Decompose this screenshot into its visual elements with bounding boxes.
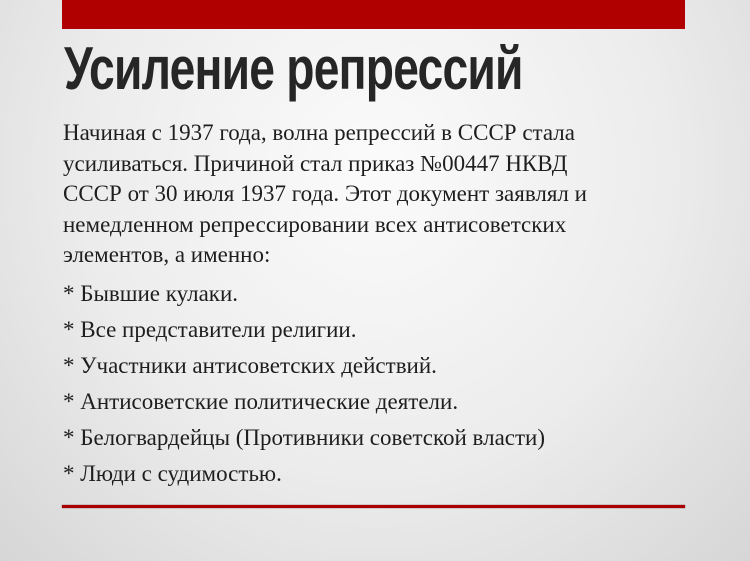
paragraph-line: СССР от 30 июля 1937 года. Этот документ заявлял и	[63, 181, 587, 206]
paragraph-line: элементов, а именно:	[63, 242, 271, 267]
paragraph-line: усиливаться. Причиной стал приказ №00447 НКВД	[63, 150, 568, 176]
bullet-item: * Бывшие кулаки.	[63, 280, 239, 306]
bullet-item: * Участники антисоветских действий.	[63, 352, 437, 378]
paragraph-line: немедленном репрессировании всех антисоветских	[63, 211, 567, 237]
paragraph-line: Начиная с 1937 года, волна репрессий в СССР стала	[63, 120, 575, 145]
bullet-item: * Белогвардейцы (Противники советской власти)	[63, 424, 546, 450]
bullet-item: * Все представители религии.	[63, 316, 357, 342]
slide-body	[63, 118, 703, 492]
top-accent-bar	[62, 0, 685, 29]
bullet-item: * Антисоветские политические деятели.	[63, 388, 459, 414]
bottom-divider	[62, 505, 685, 508]
intro-paragraph	[63, 118, 703, 271]
slide-title: Усиление репрессий	[64, 35, 523, 102]
bullet-item: * Люди с судимостью.	[63, 460, 282, 486]
